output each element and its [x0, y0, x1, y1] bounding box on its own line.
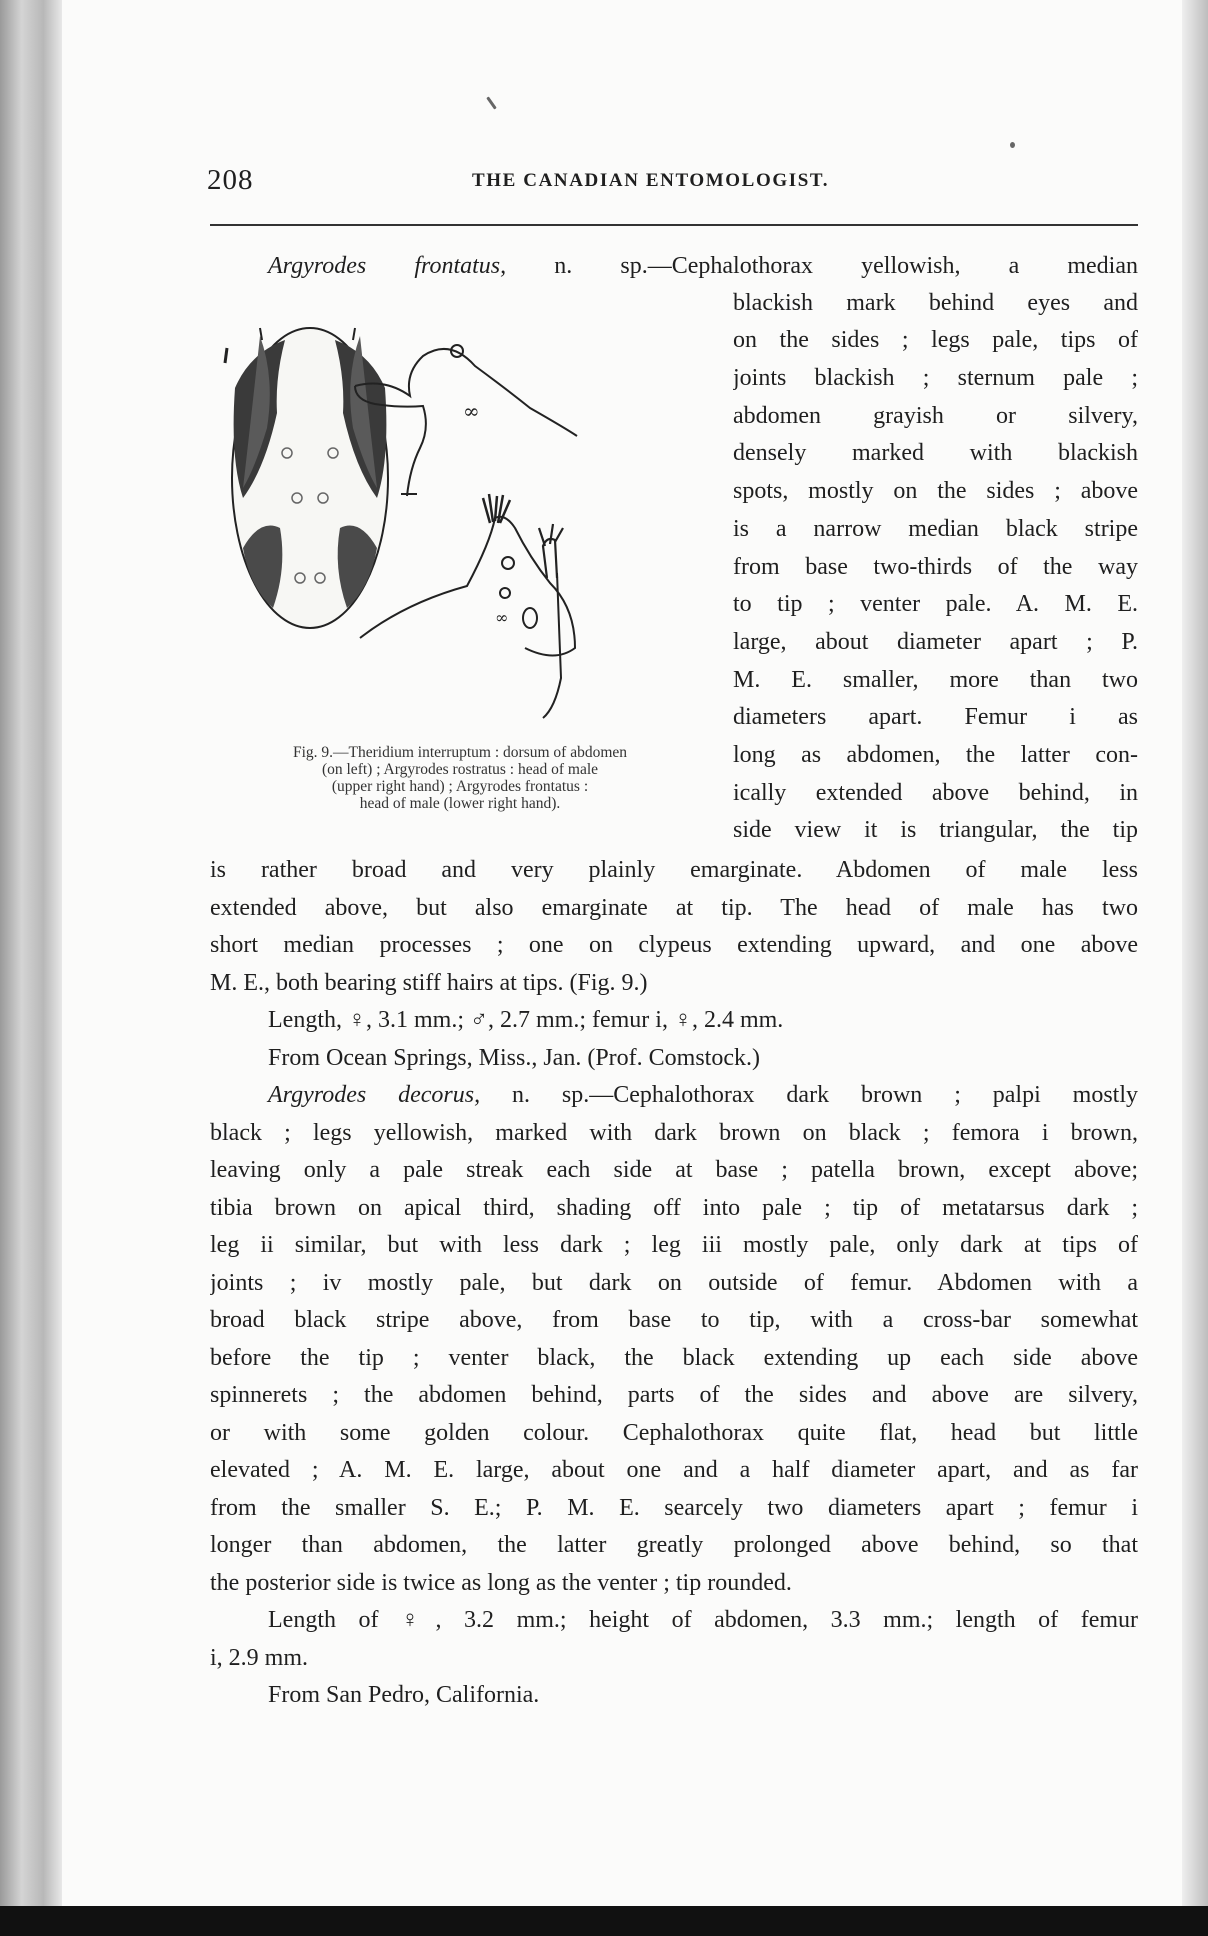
figure-9-illustration [205, 318, 725, 738]
page-header [207, 164, 1137, 204]
book-binding-edge [0, 0, 62, 1936]
text-line: the posterior side is twice as long as the venter ; tip rounded. [210, 1569, 792, 1596]
text-line: or with some golden colour. Cephalothorax quite flat, head but little [210, 1419, 1138, 1446]
text-line: longer than abdomen, the latter greatly prolonged above behind, so that [210, 1532, 1138, 1558]
species-name: Argyrodes decorus, [268, 1082, 481, 1108]
text-line: black ; legs yellowish, marked with dark brown on black ; femora i brown, [210, 1119, 1138, 1146]
measurements-frontatus: Length, ♀, 3.1 mm.; ♂, 2.7 mm.; femur i, ♀, 2.4 mm. [268, 1007, 784, 1033]
text-line: is rather broad and very plainly emarginate. Abdomen of male less [210, 857, 1138, 883]
text-line: broad black stripe above, from base to tip, with a cross-bar somewhat [210, 1307, 1138, 1333]
male-head-frontatus-drawing [360, 494, 575, 718]
text-line: before the tip ; venter black, the black extending up each side above [210, 1344, 1138, 1371]
svg-text:∞: ∞ [495, 608, 509, 627]
text-line: leaving only a pale streak each side at base ; patella brown, except above; [210, 1157, 1138, 1183]
text-line: side view it is triangular, the tip [733, 817, 1138, 844]
text-line: elevated ; A. M. E. large, about one and a half diameter apart, and as far [210, 1457, 1138, 1483]
text-line: long as abdomen, the latter con- [733, 741, 1138, 768]
text-line: on the sides ; legs pale, tips of [733, 327, 1138, 354]
text-line: from base two-thirds of the way [733, 553, 1138, 580]
text-line: tibia brown on apical third, shading off into pale ; tip of metatarsus dark ; [210, 1194, 1138, 1221]
text-line: spinnerets ; the abdomen behind, parts of the sides and above are silvery, [210, 1382, 1138, 1408]
text-line: is a narrow median black stripe [733, 515, 1138, 542]
figure-caption [210, 744, 710, 812]
caption-line: (upper right hand) ; Argyrodes frontatus : [331, 778, 589, 795]
text-line: large, about diameter apart ; P. [733, 628, 1138, 655]
wrapped-text-column [733, 247, 1138, 850]
text-line: from the smaller S. E.; P. M. E. searcely two diameters apart ; femur i [210, 1494, 1138, 1521]
abdomen-dorsum-drawing [225, 328, 388, 628]
caption-line: head of male (lower right hand). [359, 795, 561, 812]
species-description-start: n. sp.—Cephalothorax dark brown ; palpi mostly [480, 1082, 1138, 1108]
text-line: joints blackish ; sternum pale ; [733, 365, 1138, 392]
locality-decorus: From San Pedro, California. [268, 1682, 540, 1708]
header-rule [210, 224, 1138, 226]
scan-speck [1010, 142, 1015, 148]
text-line: abdomen grayish or silvery, [733, 402, 1138, 429]
locality-frontatus: From Ocean Springs, Miss., Jan. (Prof. Comstock.) [268, 1044, 760, 1071]
running-title: THE CANADIAN ENTOMOLOGIST. [472, 170, 830, 191]
text-line: densely marked with blackish [733, 440, 1138, 467]
text-line: to tip ; venter pale. A. M. E. [733, 591, 1138, 618]
page-right-edge [1182, 0, 1208, 1936]
body-text-continued [210, 852, 1138, 1715]
text-line: extended above, but also emarginate at tip. The head of male has two [210, 894, 1138, 921]
text-line: diameters apart. Femur i as [733, 704, 1138, 731]
text-line: ically extended above behind, in [733, 779, 1138, 806]
svg-text:∞: ∞ [463, 399, 480, 423]
scan-bottom-border [0, 1906, 1208, 1936]
caption-line: Fig. 9.—Theridium interruptum : dorsum of abdomen [292, 744, 628, 761]
species-description-start: n. sp.—Cephalothorax yellowish, a median [506, 253, 1138, 279]
text-line: spots, mostly on the sides ; above [733, 478, 1138, 505]
text-line: blackish mark behind eyes and [733, 289, 1138, 316]
species-heading-decorus [210, 1077, 1138, 1115]
text-line: joints ; iv mostly pale, but dark on outside of femur. Abdomen with a [210, 1269, 1138, 1296]
text-line: M. E. smaller, more than two [733, 666, 1138, 693]
text-line: leg ii similar, but with less dark ; leg iii mostly pale, only dark at tips of [210, 1232, 1138, 1258]
text-line: short median processes ; one on clypeus extending upward, and one above [210, 932, 1138, 958]
measurements-decorus-continued: i, 2.9 mm. [210, 1644, 309, 1671]
caption-line: (on left) ; Argyrodes rostratus : head of male [321, 761, 599, 778]
page-number: 208 [207, 164, 254, 196]
measurements-decorus: Length of ♀, 3.2 mm.; height of abdomen, 3.3 mm.; length of femur [268, 1607, 1138, 1633]
text-line: M. E., both bearing stiff hairs at tips. (Fig. 9.) [210, 969, 648, 996]
species-name: Argyrodes frontatus, [268, 253, 507, 279]
